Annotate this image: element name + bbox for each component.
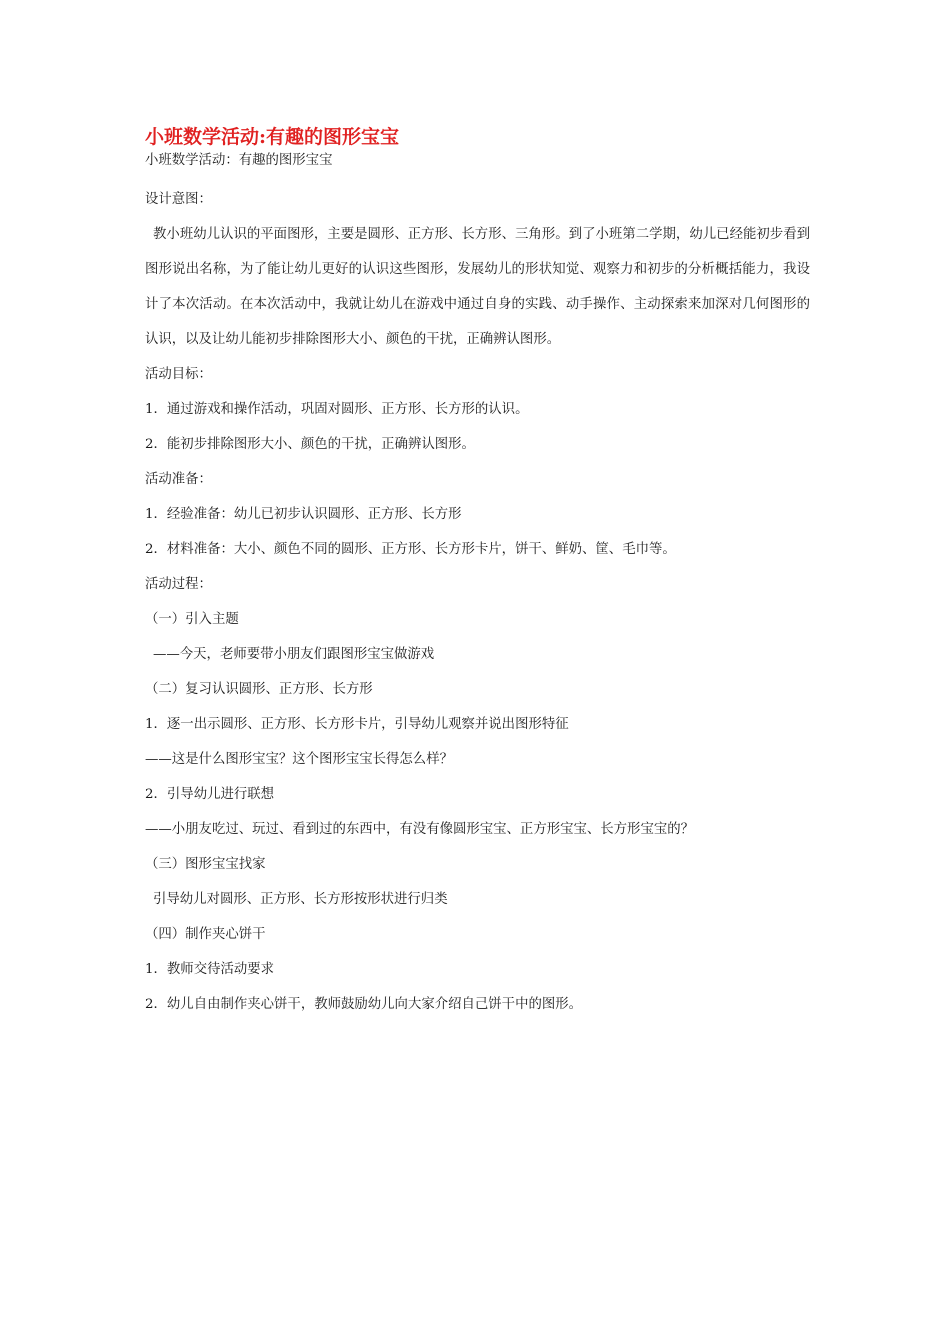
process-step-heading: （四）制作夹心饼干: [145, 927, 266, 942]
document-title: 小班数学活动:有趣的图形宝宝: [145, 126, 400, 148]
goal-item: 2．能初步排除图形大小、颜色的干扰，正确辨认图形。: [145, 437, 475, 452]
process-line: 2．幼儿自由制作夹心饼干，教师鼓励幼儿向大家介绍自己饼干中的图形。: [145, 997, 583, 1012]
section-heading-design: 设计意图：: [145, 192, 212, 207]
process-line: ——这是什么图形宝宝？这个图形宝宝长得怎么样？: [145, 752, 453, 767]
preparation-item: 2．材料准备：大小、颜色不同的圆形、正方形、长方形卡片，饼干、鲜奶、筐、毛巾等。: [145, 542, 676, 557]
process-step-heading: （二）复习认识圆形、正方形、长方形: [145, 682, 373, 697]
process-line: 1．逐一出示圆形、正方形、长方形卡片，引导幼儿观察并说出图形特征: [145, 717, 569, 732]
process-line: ——小朋友吃过、玩过、看到过的东西中，有没有像圆形宝宝、正方形宝宝、长方形宝宝的？: [145, 822, 695, 837]
process-line: 引导幼儿对圆形、正方形、长方形按形状进行归类: [153, 892, 448, 907]
section-heading-process: 活动过程：: [145, 577, 212, 592]
goal-item: 1．通过游戏和操作活动，巩固对圆形、正方形、长方形的认识。: [145, 402, 529, 417]
process-line: 1．教师交待活动要求: [145, 962, 275, 977]
preparation-item: 1．经验准备：幼儿已初步认识圆形、正方形、长方形: [145, 507, 462, 522]
design-paragraph: 教小班幼儿认识的平面图形，主要是圆形、正方形、长方形、三角形。到了小班第二学期，幼儿已经能初步看到图形说出名称，为了能让幼儿更好的认识这些图形，发展幼儿的形状知觉、观察力和初步的分析概括能力，我设计了本次活动。在本次活动中，我就让幼儿在游戏中通过自身的实践、动手操作、主动探索来加深对几何图形的认识，以及让幼儿能初步排除图形大小、颜色的干扰，正确辨认图形。: [145, 227, 810, 347]
process-step-heading: （一）引入主题: [145, 612, 239, 627]
process-step-heading: （三）图形宝宝找家: [145, 857, 266, 872]
section-heading-preparation: 活动准备：: [145, 472, 212, 487]
section-heading-goals: 活动目标：: [145, 367, 212, 382]
process-line: ——今天，老师要带小朋友们跟图形宝宝做游戏: [153, 647, 435, 662]
document-subtitle: 小班数学活动：有趣的图形宝宝: [145, 153, 333, 168]
document-page: [145, 124, 810, 1022]
process-line: 2．引导幼儿进行联想: [145, 787, 275, 802]
